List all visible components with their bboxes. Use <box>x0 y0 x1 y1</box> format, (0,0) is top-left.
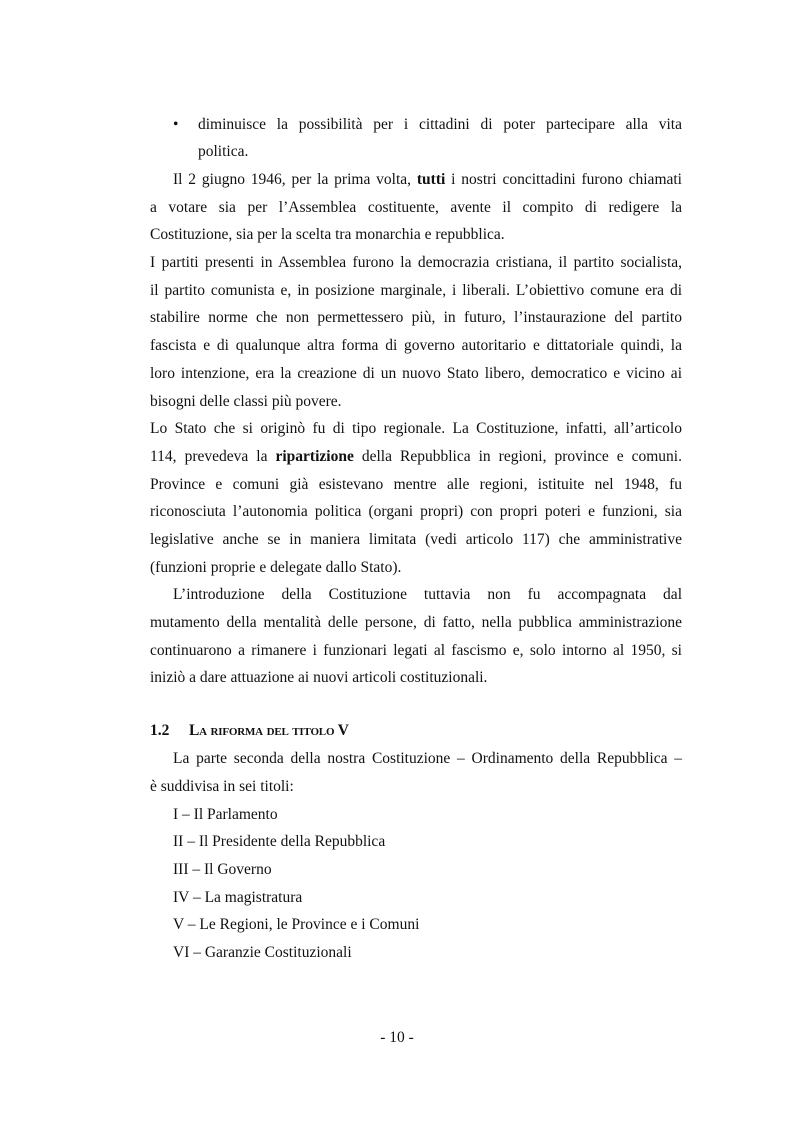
paragraph-4-line-3: continuarono a rimanere i funzionari legati al fascismo e, solo intorno al 1950, si <box>150 642 682 659</box>
paragraph-4-line-2: mutamento della mentalità delle persone, di fatto, nella pubblica amministrazione <box>150 614 682 631</box>
paragraph-3-line-4: riconosciuta l’autonomia politica (organi propri) con propri poteri e funzioni, sia <box>150 503 682 520</box>
bullet-text-line-1: diminuisce la possibilità per i cittadini di poter partecipare alla vita <box>198 116 682 133</box>
paragraph-1-text-c: i nostri concittadini furono chiamati <box>445 171 682 188</box>
paragraph-1-line-3: Costituzione, sia per la scelta tra monarchia e repubblica. <box>150 226 505 243</box>
paragraph-1-text-a: Il 2 giugno 1946, per la prima volta, <box>173 171 417 188</box>
paragraph-5-line-1: La parte seconda della nostra Costituzione – Ordinamento della Repubblica – <box>173 750 682 767</box>
paragraph-5-line-2: è suddivisa in sei titoli: <box>150 778 294 795</box>
paragraph-3-bold-word: ripartizione <box>275 448 354 465</box>
paragraph-1-bold-word: tutti <box>416 171 446 188</box>
paragraph-2-line-3: stabilire norme che non permettessero più, in futuro, l’instaurazione del partito <box>150 309 682 326</box>
section-title: La riforma del titolo V <box>189 722 349 739</box>
paragraph-3-line-6: (funzioni proprie e delegate dallo Stato). <box>150 559 402 576</box>
paragraph-3-text-a: 114, prevedeva la <box>150 448 276 465</box>
paragraph-4-line-4: iniziò a dare attuazione ai nuovi articoli costituzionali. <box>150 669 488 686</box>
titolo-item-2: II – Il Presidente della Repubblica <box>173 833 386 850</box>
section-number: 1.2 <box>150 722 170 739</box>
paragraph-4-line-1: L’introduzione della Costituzione tuttavia non fu accompagnata dal <box>173 586 682 603</box>
titolo-item-4: IV – La magistratura <box>173 889 303 906</box>
paragraph-3-line-3: Province e comuni già esistevano mentre alle regioni, istituite nel 1948, fu <box>150 476 682 493</box>
titolo-item-6: VI – Garanzie Costituzionali <box>173 944 352 961</box>
titolo-item-1: I – Il Parlamento <box>173 806 278 823</box>
page-number: - 10 - <box>380 1029 414 1046</box>
paragraph-2-line-5: loro intenzione, era la creazione di un nuovo Stato libero, democratico e vicino ai <box>150 365 682 382</box>
titolo-item-3: III – Il Governo <box>173 861 272 878</box>
paragraph-2-line-4: fascista e di qualunque altra forma di governo autoritario e dittatoriale quindi, la <box>150 337 682 354</box>
bullet-marker: • <box>173 116 179 133</box>
paragraph-3-line-1: Lo Stato che si originò fu di tipo regionale. La Costituzione, infatti, all’articolo <box>150 420 682 437</box>
bullet-text-line-2: politica. <box>198 143 249 160</box>
paragraph-3-line-5: legislative anche se in maniera limitata (vedi articolo 117) che amministrative <box>150 531 682 548</box>
paragraph-1-line-1 <box>173 170 682 190</box>
paragraph-2-line-1: I partiti presenti in Assemblea furono la democrazia cristiana, il partito socialista, <box>150 254 682 271</box>
paragraph-3-text-c: della Repubblica in regioni, province e comuni. <box>353 448 682 465</box>
paragraph-1-line-2: a votare sia per l’Assemblea costituente, avente il compito di redigere la <box>150 199 682 216</box>
titolo-item-5: V – Le Regioni, le Province e i Comuni <box>173 916 420 933</box>
paragraph-3-line-2 <box>150 447 682 467</box>
paragraph-2-line-6: bisogni delle classi più povere. <box>150 393 342 410</box>
paragraph-2-line-2: il partito comunista e, in posizione marginale, i liberali. L’obiettivo comune era di <box>150 282 682 299</box>
